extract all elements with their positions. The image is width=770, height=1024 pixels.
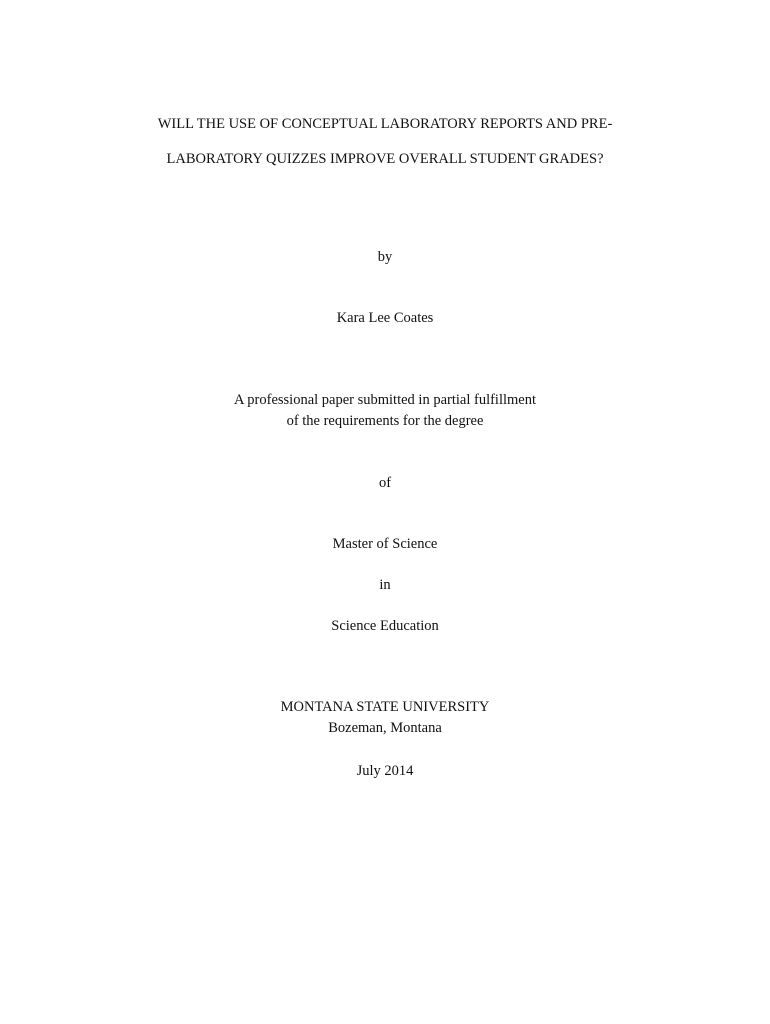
by-label: by — [377, 249, 393, 265]
institution-location: Bozeman, Montana — [328, 720, 442, 736]
title-line-1: WILL THE USE OF CONCEPTUAL LABORATORY REPORTS AND PRE- — [157, 116, 613, 132]
field-name: Science Education — [331, 618, 439, 634]
submission-date: July 2014 — [356, 763, 414, 779]
of-label: of — [378, 475, 392, 491]
submission-line-1: A professional paper submitted in partial fulfillment — [233, 392, 536, 408]
degree-name: Master of Science — [332, 536, 438, 552]
institution-name: MONTANA STATE UNIVERSITY — [280, 699, 490, 715]
author-name: Kara Lee Coates — [336, 310, 434, 326]
in-label: in — [379, 577, 391, 593]
title-line-2: LABORATORY QUIZZES IMPROVE OVERALL STUDENT GRADES? — [166, 151, 604, 167]
submission-line-2: of the requirements for the degree — [286, 413, 484, 429]
